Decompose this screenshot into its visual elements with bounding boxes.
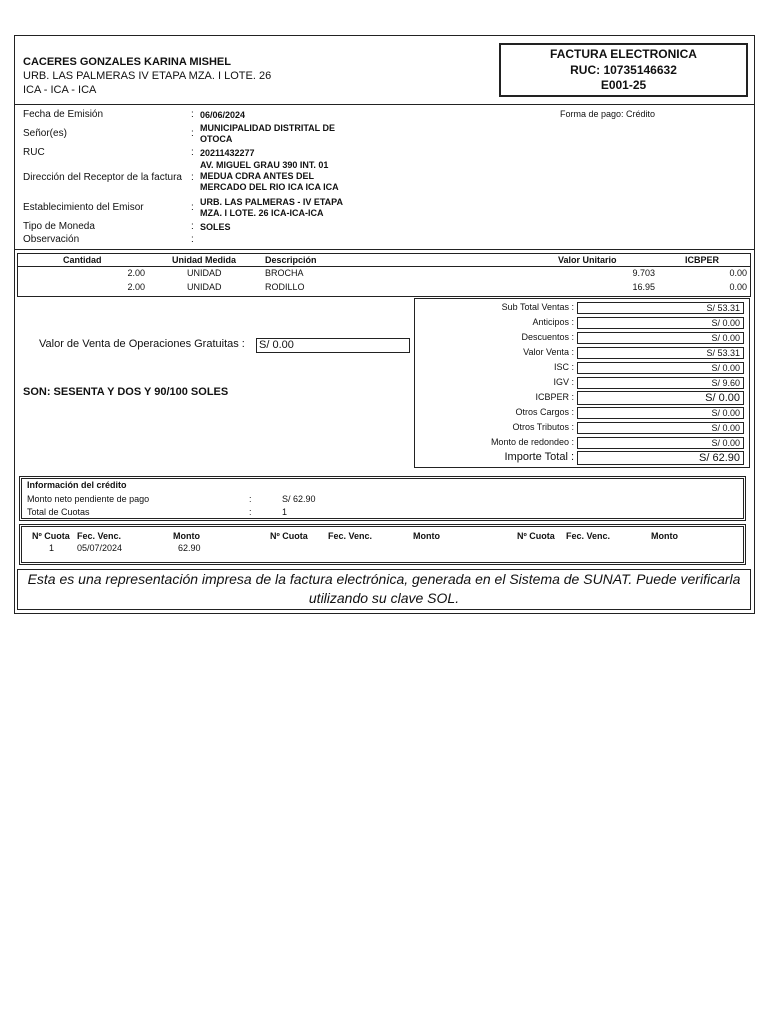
ruc-value: 20211432277 [200,148,255,158]
details-divider [14,249,755,250]
otros-cargos-value: S/ 0.00 [577,407,744,419]
subtotal-label: Sub Total Ventas : [501,302,574,312]
cuotas-table-inner [21,526,744,563]
gratuitas-value: S/ 0.00 [256,338,410,353]
monto-pendiente-value: S/ 62.90 [282,494,316,504]
observacion-label: Observación [23,234,80,245]
cell-monto: 62.90 [178,543,201,553]
cell-descripcion: BROCHA [265,268,304,278]
cell-cantidad: 2.00 [127,282,145,292]
icbper-value: S/ 0.00 [577,391,744,405]
cell-valor: 16.95 [632,282,655,292]
col-monto: Monto [651,531,678,541]
anticipos-value: S/ 0.00 [577,317,744,329]
establecimiento-value: URB. LAS PALMERAS - IV ETAPA MZA. I LOTE. 26 ICA-ICA-ICA [200,197,343,218]
direccion-label: Dirección del Receptor de la factura [23,172,182,183]
invoice-ruc: RUC: 10735146632 [570,62,677,77]
isc-label: ISC : [553,362,574,372]
establecimiento-label: Establecimiento del Emisor [23,202,144,213]
colon: : [191,221,194,232]
header-divider [14,104,755,105]
isc-value: S/ 0.00 [577,362,744,374]
cell-icbper: 0.00 [729,268,747,278]
moneda-value: SOLES [200,222,231,232]
colon: : [191,147,194,158]
cell-icbper: 0.00 [729,282,747,292]
colon: : [191,172,194,183]
gratuitas-label: Valor de Venta de Operaciones Gratuitas : [39,338,245,350]
total-cuotas-value: 1 [282,507,288,517]
cell-unidad: UNIDAD [187,282,222,292]
fecha-value: 06/06/2024 [200,110,246,120]
col-monto: Monto [413,531,440,541]
col-descripcion: Descripción [265,255,317,265]
cell-unidad: UNIDAD [187,268,222,278]
amount-in-words: SON: SESENTA Y DOS Y 90/100 SOLES [23,386,229,398]
items-header-divider [17,266,751,267]
otros-tributos-label: Otros Tributos : [512,422,574,432]
credit-title: Información del crédito [27,480,127,490]
valor-venta-label: Valor Venta : [523,347,574,357]
issuer-address: URB. LAS PALMERAS IV ETAPA MZA. I LOTE. 26 [23,70,272,82]
senor-label: Señor(es) [23,128,67,139]
otros-tributos-value: S/ 0.00 [577,422,744,434]
issuer-city: ICA - ICA - ICA [23,84,97,96]
importe-total-value: S/ 62.90 [577,451,744,465]
invoice-type: FACTURA ELECTRONICA [550,47,697,61]
cell-cuota: 1 [49,543,55,553]
total-cuotas-label: Total de Cuotas [27,507,90,517]
descuentos-value: S/ 0.00 [577,332,744,344]
col-cuota: Nº Cuota [270,531,308,541]
fecha-label: Fecha de Emisión [23,109,104,120]
footer-notice: Esta es una representación impresa de la factura electrónica, generada en el Sistema de SUNAT. Puede verificarla utilizando su clave SOL. [27,571,741,606]
igv-value: S/ 9.60 [577,377,744,389]
ruc-label: RUC [23,147,45,158]
col-fec-venc: Fec. Venc. [566,531,611,541]
cell-descripcion: RODILLO [265,282,305,292]
otros-cargos-label: Otros Cargos : [515,407,574,417]
col-cuota: Nº Cuota [32,531,70,541]
direccion-value: AV. MIGUEL GRAU 390 INT. 01 MEDUA CDRA ANTES DEL MERCADO DEL RIO ICA ICA ICA [200,160,339,192]
colon: : [191,128,194,139]
col-unidad: Unidad Medida [172,255,237,265]
importe-total-label: Importe Total : [504,451,574,463]
icbper-label: ICBPER : [535,392,574,402]
cell-cantidad: 2.00 [127,268,145,278]
redondeo-value: S/ 0.00 [577,437,744,449]
col-fec-venc: Fec. Venc. [77,531,122,541]
invoice-number: E001-25 [600,78,647,92]
colon: : [249,494,252,504]
cell-valor: 9.703 [632,268,655,278]
invoice-id-box [499,43,748,97]
valor-venta-value: S/ 53.31 [577,347,744,359]
redondeo-label: Monto de redondeo : [490,437,574,447]
colon: : [191,234,194,245]
colon: : [249,507,252,517]
col-cantidad: Cantidad [63,255,102,265]
igv-label: IGV : [553,377,574,387]
col-cuota: Nº Cuota [517,531,555,541]
colon: : [191,202,194,213]
issuer-name: CACERES GONZALES KARINA MISHEL [23,56,231,68]
forma-pago: Forma de pago: Crédito [560,109,656,119]
col-monto: Monto [173,531,200,541]
cell-fec-venc: 05/07/2024 [77,543,123,553]
subtotal-value: S/ 53.31 [577,302,744,314]
anticipos-label: Anticipos : [532,317,574,327]
col-valor: Valor Unitario [558,255,617,265]
senor-value: MUNICIPALIDAD DISTRITAL DE OTOCA [200,123,335,144]
col-icbper: ICBPER [685,255,720,265]
col-fec-venc: Fec. Venc. [328,531,373,541]
colon: : [191,109,194,120]
moneda-label: Tipo de Moneda [23,221,95,232]
descuentos-label: Descuentos : [521,332,574,342]
monto-pendiente-label: Monto neto pendiente de pago [27,494,150,504]
